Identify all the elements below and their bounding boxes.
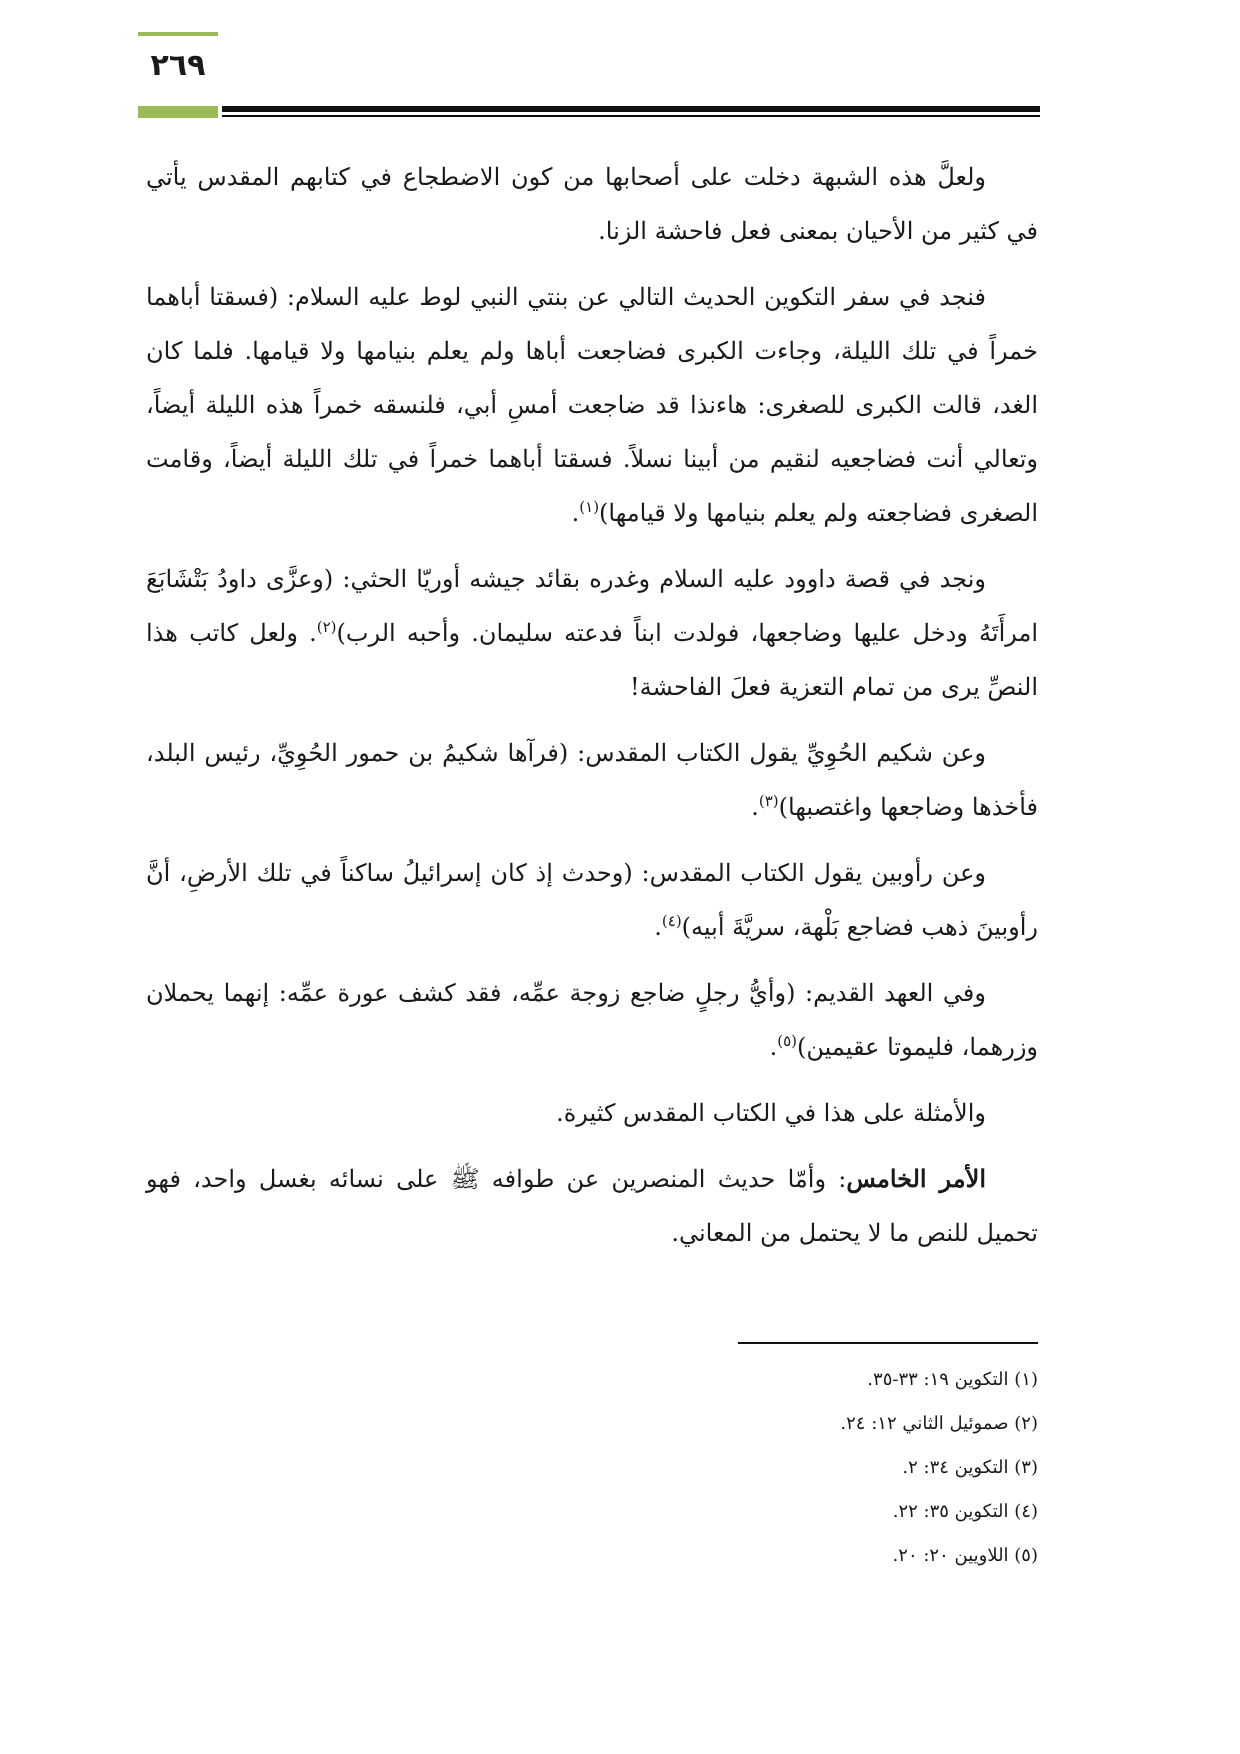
paragraph-4	[146, 726, 1038, 834]
header-rule	[222, 106, 1040, 112]
paragraph-4-end: .	[751, 793, 759, 821]
footnote-ref-3: (٣)	[758, 792, 779, 810]
paragraph-3-text: ونجد في قصة داوود عليه السلام وغدره بقائد جيشه أوريّا الحثي: (وعزَّى داودُ بَتْشَابَعَ امرأَتَهُ ودخل عليها وضاجعها، فولدت ابناً فدعته سليمان. وأحبه الرب)	[146, 565, 1038, 647]
paragraph-8	[146, 1152, 1038, 1260]
paragraph-6-end: .	[769, 1033, 778, 1061]
paragraph-1: ولعلَّ هذه الشبهة دخلت على أصحابها من كون الاضطجاع في كتابهم المقدس يأتي في كثير من الأحيان بمعنى فعل فاحشة الزنا.	[146, 163, 1038, 245]
paragraph-3-end: . ولعل كاتب هذا النصِّ يرى من تمام التعزية فعلَ الفاحشة!	[146, 619, 1038, 701]
paragraph-5-end: .	[654, 913, 662, 941]
paragraph-2-end: .	[571, 499, 580, 527]
footnote-1: (١) التكوين ١٩: ٣٣-٣٥.	[867, 1369, 1038, 1390]
footnote-ref-4: (٤)	[661, 912, 682, 930]
paragraph-7: والأمثلة على هذا في الكتاب المقدس كثيرة.	[556, 1099, 986, 1127]
footnote-ref-5: (٥)	[777, 1032, 797, 1050]
paragraph-5	[146, 846, 1038, 954]
footnote-4: (٤) التكوين ٣٥: ٢٢.	[892, 1501, 1038, 1522]
footnote-separator	[738, 1342, 1038, 1344]
footnote-2: (٢) صموئيل الثاني ١٢: ٢٤.	[840, 1413, 1038, 1434]
paragraph-2	[146, 270, 1038, 540]
header-accent-bar-bottom	[138, 106, 218, 118]
paragraph-6-text: وفي العهد القديم: (وأيُّ رجلٍ ضاجع زوجة عمِّه، فقد كشف عورة عمِّه: إنهما يحملان وزرهما، فليموتا عقيمين)	[146, 979, 1038, 1061]
paragraph-2-text: فنجد في سفر التكوين الحديث التالي عن بنتي النبي لوط عليه السلام: (فسقتا أباهما خمراً في تلك الليلة، وجاءت الكبرى فضاجعت أباها ولم يعلم بنيامها ولا قيامها. فلما كان الغد، قالت الكبرى للصغرى: هاءنذا قد ضاجعت أمسِ أبي، فلنسقه خمراً هذه الليلة أيضاً، وتعالي أنت فضاجعيه لنقيم من أبينا نسلاً. فسقتا أباهما خمراً في تلك الليلة أيضاً، وقامت الصغرى فضاجعته ولم يعلم بنيامها ولا قيامها)	[146, 283, 1038, 527]
footnote-5: (٥) اللاويين ٢٠: ٢٠.	[892, 1545, 1038, 1566]
section-heading-inline: الأمر الخامس	[846, 1164, 987, 1193]
page-number: ٢٦٩	[150, 48, 206, 83]
header-accent-bar-top	[138, 32, 218, 36]
paragraph-4-text: وعن شكيم الحُوِيِّ يقول الكتاب المقدس: (فرآها شكيمُ بن حمور الحُوِيِّ، رئيس البلد، فأخذها وضاجعها واغتصبها)	[146, 739, 1038, 821]
paragraph-6	[146, 966, 1038, 1074]
paragraph-5-text: وعن رأوبين يقول الكتاب المقدس: (وحدث إذ كان إسرائيلُ ساكناً في تلك الأرضِ، أنَّ رأوبينَ ذهب فضاجع بَلْهة، سريَّةَ أبيه)	[146, 859, 1038, 941]
main-text	[146, 150, 1038, 1272]
footnote-3: (٣) التكوين ٣٤: ٢.	[902, 1457, 1038, 1478]
paragraph-8-text: : وأمّا حديث المنصرين عن طوافه ﷺ على نسائه بغسل واحد، فهو تحميل للنص ما لا يحتمل من المعاني.	[146, 1165, 1038, 1247]
footnotes	[700, 1358, 1038, 1578]
footnote-ref-2: (٢)	[316, 618, 337, 636]
header-rule-thin	[222, 115, 1040, 117]
paragraph-3	[146, 552, 1038, 714]
footnote-ref-1: (١)	[579, 498, 600, 516]
